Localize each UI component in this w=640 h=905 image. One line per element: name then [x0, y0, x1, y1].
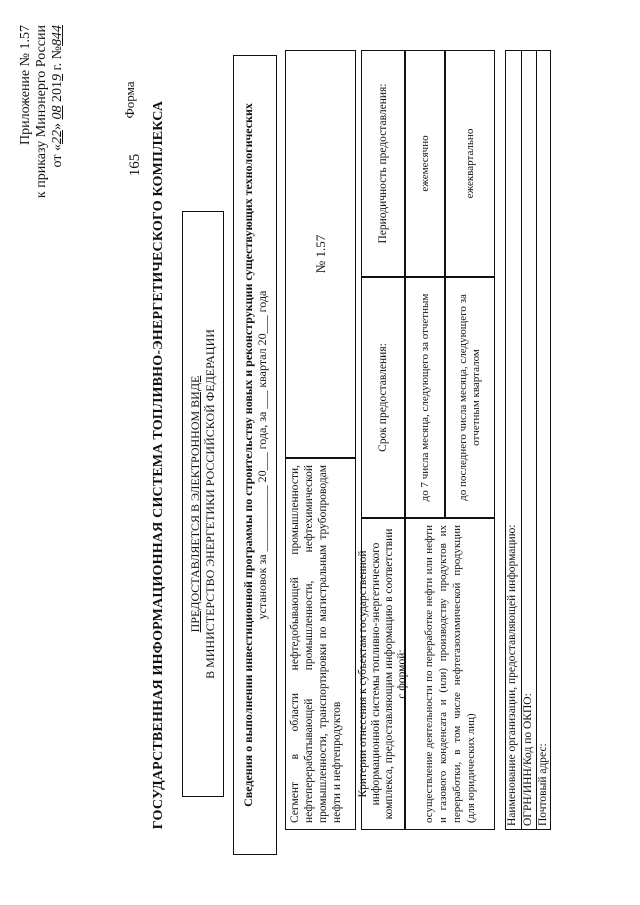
form-label: Форма [122, 81, 137, 119]
report-title-line-1: Сведения о выполнении инвестиционной программы по строительству новых и реконструкции существующих технологических [241, 103, 255, 807]
deadline-cell-quarterly: до последнего числа месяца, следующего за отчетным кварталом [445, 277, 495, 518]
periodicity-cell-monthly: ежемесячно [405, 50, 445, 277]
report-title-line-2: установок за ___________ 20___ года, за ___ квартал 20___ года [255, 290, 269, 620]
deadline-header: Срок предоставления: [361, 277, 405, 518]
form-number-cell: № 1.57 [285, 50, 356, 458]
appendix-order-ref: к приказу Минэнерго России [34, 25, 49, 199]
appendix-number: Приложение № 1.57 [18, 25, 33, 145]
main-title: ГОСУДАРСТВЕННАЯ ИНФОРМАЦИОННАЯ СИСТЕМА ТОПЛИВНО-ЭНЕРГЕТИЧЕСКОГО КОМПЛЕКСА [151, 100, 166, 830]
report-title-box [233, 55, 277, 855]
criteria-cell: осуществление деятельности по переработке нефти или нефти и газового конденсата и (или) производству продуктов их переработки, в том числе нефтегазохимической продукции (для юридических лиц) [405, 518, 495, 830]
page-number: 165 [127, 153, 143, 177]
segment-cell: Сегмент в области нефтедобывающей промышленности, нефтеперерабатывающей промышленности, нефтехимической промышленности, транспортировки по магистральным трубопроводам нефти и нефтепродуктов [285, 458, 356, 830]
address-field: Почтовый адрес: [537, 743, 549, 826]
handwritten-month: 08 [50, 105, 65, 120]
handwritten-order-number: 844 [50, 25, 65, 46]
submission-line-2: В МИНИСТЕРСТВО ЭНЕРГЕТИКИ РОССИЙСКОЙ ФЕДЕРАЦИИ [203, 329, 217, 679]
divider [536, 51, 537, 829]
periodicity-header: Периодичность предоставления: [361, 50, 405, 277]
periodicity-cell-quarterly: ежеквартально [445, 50, 495, 277]
appendix-header [18, 25, 66, 205]
ogrn-field: ОГРН/ИНН/Код по ОКПО: [522, 693, 534, 826]
appendix-date-line: от «22» 08 2019 г. №844 [50, 25, 65, 168]
deadline-cell-monthly: до 7 числа месяца, следующего за отчетным [405, 277, 445, 518]
criteria-header: Критерии отнесения к субъектам государственной информационной системы топливно-энергетического комплекса, предоставляющим информацию в соответствии с формой: [361, 518, 405, 830]
handwritten-day: 22 [50, 130, 65, 145]
handwritten-year-digit: 9 [50, 74, 65, 82]
submission-box [182, 211, 224, 797]
org-name-field: Наименование организации, предоставляющей информацию: [506, 524, 518, 826]
submission-line-1: ПРЕДОСТАВЛЯЕТСЯ В ЭЛЕКТРОННОМ ВИДЕ [188, 375, 202, 633]
organization-info-box [505, 50, 551, 830]
